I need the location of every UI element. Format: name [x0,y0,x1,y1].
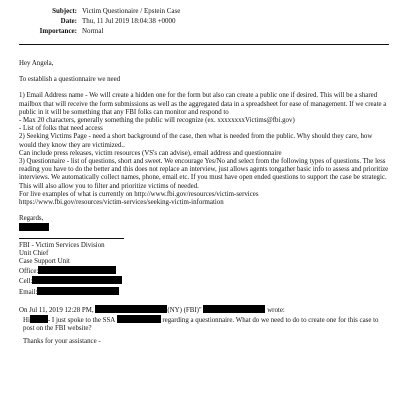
signature-unit: Case Support Unit [19,258,70,266]
redaction-block [30,315,48,323]
live-examples: For live examples of what is currently on http://www.fbi.gov/resources/victim-services [19,190,259,198]
signature-email [19,287,391,297]
email-label: Email: [19,288,38,296]
subject-label: Subject: [52,7,77,15]
intro: To establish a questionnaire we need [19,76,121,84]
header-divider [19,44,389,45]
item-3-questionnaire: 3) Questionnaire - list of questions, short and sweet. We encourage Yes/No and select from the following types of questions. The less reading you have to do the better and this does not replace an interview, just allows agents tongather basic info to assess and prioritize interviews. We automatically collect names, phone, email etc. If you must have open ended questions to support the case be strategic. This will also allow you to filter and prioritize victims of needed. [19,158,389,190]
redaction-block [95,305,167,313]
cell-label: Cell: [19,278,33,286]
signature-office [19,266,391,276]
date-value: Thu, 11 Jul 2019 18:04:38 +0000 [82,17,176,25]
quoted-wrote: wrote: [267,306,285,314]
email-header [20,6,180,36]
quoted-date: On Jul 11, 2019 12:28 PM, [19,306,94,314]
quoted-thanks: Thanks for your assistance - [23,338,101,346]
redaction-block [37,287,119,295]
item-1-bullet-access: - List of folks that need access [19,125,103,133]
subject-row [20,6,180,16]
importance-row [20,26,180,36]
quoted-spoke-a: - I just spoke to the SSA [47,317,115,325]
office-label: Office: [19,268,39,276]
quoted-spoke-b: regarding a questionnaire. What do we need to do to create one for this case to post on the FBI website? [23,317,379,333]
redaction-block [32,276,122,284]
subject-value: Victim Questionaire / Epstein Case [82,7,181,15]
signature-divider [19,238,124,239]
quoted-message [19,315,391,347]
examples-link[interactable]: https://www.fbi.gov/resources/victim-services/seeking-victim-information [19,199,224,207]
item-1-email-address: 1) Email Address name - We will create a hidden one for the form but also can create a public one if desired. This will be a shared mailbox that will receive the form submissions as well as the aggregated data in a spreadsheet for ease of management. If we create a public in it will be something that any FBI folks can monitor and respond to [19,92,387,116]
quoted-office: (NY) (FBI)" [167,306,202,314]
redaction-block [19,223,49,231]
item-2-seeking-victims: 2) Seeking Victims Page - need a short background of the case, then what is needed from the public. Why should they care, how would they know they are victimized.. [19,133,373,149]
signature-org: FBI - Victim Services Division [19,241,105,249]
regards: Regards, [19,215,44,223]
redaction-block [203,305,265,313]
redaction-block [38,266,116,274]
quoted-body [23,315,391,333]
item-2-includes: Can include press releases, victim resources (VS's can advise), email address and questionnaire [19,149,282,157]
item-1-bullet-max-chars: - Max 20 characters, generally something the public will recognize (ex. xxxxxxxxVictims@fbi.gov) [19,117,295,125]
quoted-hi: Hi [23,317,30,325]
quoted-attribution [19,305,391,315]
greeting: Hey Angela, [19,60,54,67]
signature-title: Unit Chief [19,249,49,257]
date-row [20,16,180,26]
redaction-block [117,315,161,323]
importance-value: Normal [82,27,104,35]
signature-cell [19,276,391,286]
date-label: Date: [60,17,77,25]
importance-label: Importance: [39,27,77,35]
email-body [19,60,391,347]
